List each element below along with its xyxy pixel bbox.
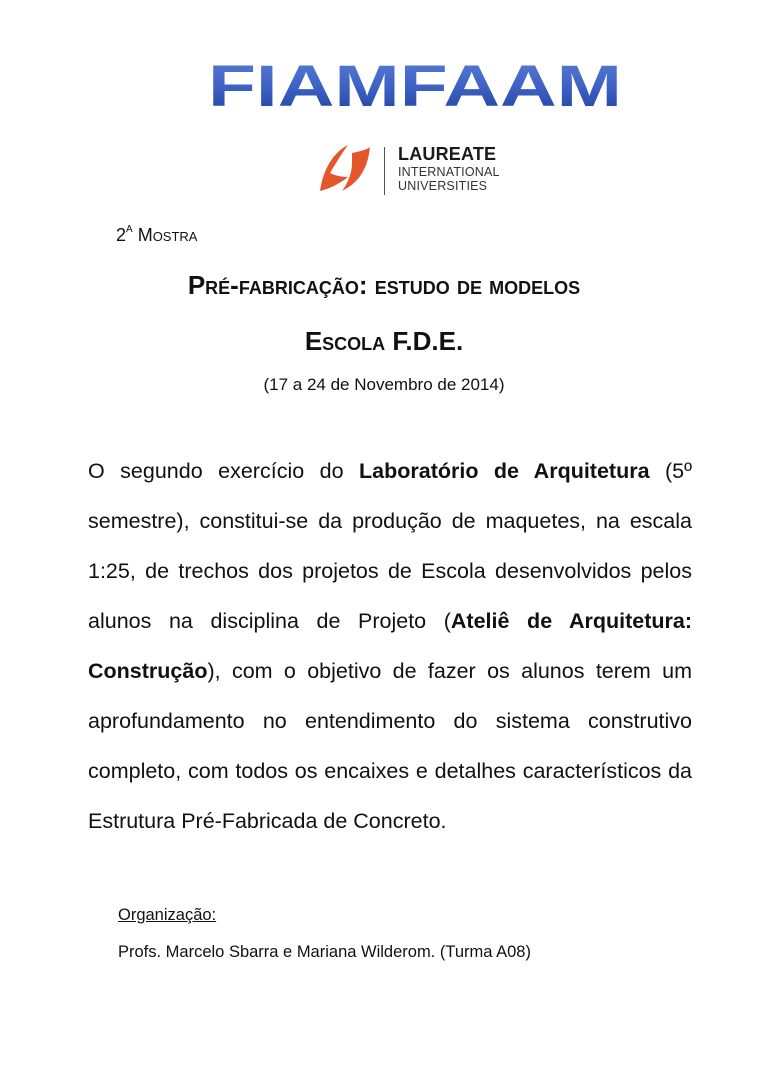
laureate-wordmark	[398, 145, 500, 192]
fiamfaam-logo	[205, 58, 625, 114]
laureate-leaf-icon	[318, 143, 370, 195]
body-text-3: ), com o objetivo de fazer os alunos terem um aprofundamento no entendimento do sistema construtivo completo, com todos os encaixes e detalhes característicos da Estrutura Pré-Fabricada de Concreto.	[88, 659, 692, 833]
laureate-divider	[384, 147, 385, 195]
body-text-2: (5º semestre), constitui-se da produção de maquetes, na escala 1:25, de trechos dos projetos de Escola desenvolvidos pelos alunos na disciplina de Projeto (	[88, 459, 692, 633]
laureate-sub-line2: UNIVERSITIES	[398, 178, 488, 193]
laureate-logo	[318, 143, 518, 199]
laureate-name: LAUREATE	[398, 144, 497, 164]
subtitle-school: Escola F.D.E.	[304, 326, 464, 356]
body-bold-atelie: Ateliê de Arquitetura: Construção	[88, 609, 692, 683]
body-bold-lab: Laboratório de Arquitetura	[359, 459, 650, 483]
mostra-label	[116, 224, 197, 246]
body-text-1: O segundo exercício do	[88, 459, 360, 483]
event-dates: (17 a 24 de Novembro de 2014)	[263, 375, 505, 394]
main-title: Pré-fabricação: estudo de modelos	[187, 270, 581, 300]
mostra-number: 2	[116, 225, 127, 245]
description-paragraph	[88, 446, 692, 846]
organization-text: Profs. Marcelo Sbarra e Mariana Wilderom. (Turma A08)	[118, 943, 531, 961]
mostra-superscript: A	[126, 224, 133, 235]
laureate-sub-line1: INTERNATIONAL	[398, 165, 500, 179]
organization-label: Organização:	[118, 906, 217, 924]
mostra-word: Mostra	[137, 225, 198, 245]
fiamfaam-logo-text: FIAMFAAM	[208, 58, 622, 114]
fiamfaam-logo-graphic	[205, 58, 625, 114]
